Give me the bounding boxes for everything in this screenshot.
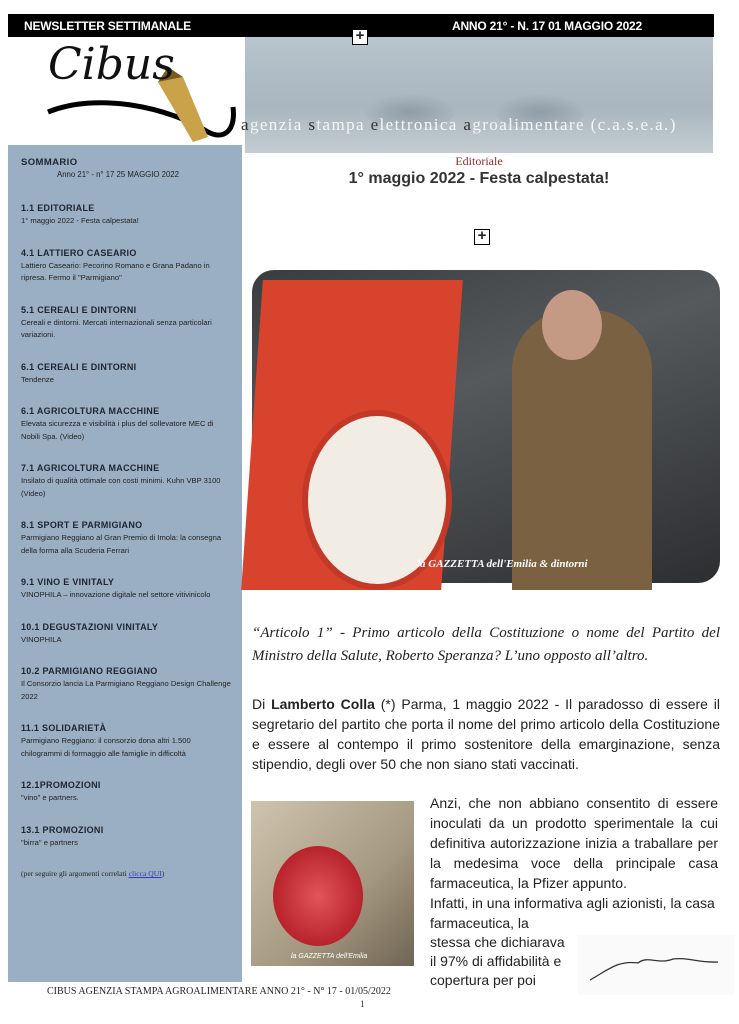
summary-item-heading[interactable]: 5.1 CEREALI E DINTORNI — [21, 304, 137, 315]
article-paragraph: Anzi, che non abbiano consentito di essere inoculati da un prodotto sperimentale la cui definitiva autorizzazione inizia a traballare per la medesima voce della principale casa farmaceutica, la Pfizer appunto. Infatti, in una informativa agli azionisti, la casa — [430, 795, 718, 911]
carnation-photo — [251, 801, 414, 966]
summary-item-text: Il Consorzio lancia La Parmigiano Reggiano Design Challenge 2022 — [21, 679, 231, 701]
summary-title: SOMMARIO — [21, 157, 78, 168]
summary-item-heading[interactable]: 10.2 PARMIGIANO REGGIANO — [21, 666, 158, 676]
summary-item-text: 1° maggio 2022 - Festa calpestata! — [21, 216, 139, 225]
article-subtitle: “Articolo 1” - Primo articolo della Costituzione o nome del Partito del Ministro della Salute, Roberto Speranza? L’uno opposto all’altro. — [252, 625, 720, 664]
summary-item-heading[interactable]: 12.1PROMOZIONI — [21, 780, 101, 790]
author-signature — [578, 935, 734, 995]
summary-item[interactable] — [21, 622, 232, 647]
page-number: 1 — [360, 999, 365, 1009]
summary-sidebar — [8, 145, 242, 982]
summary-item-text: Elevata sicurezza e visibilità i plus del sollevatore MEC di Nobili Spa. (Video) — [21, 419, 214, 441]
summary-item-heading[interactable]: 10.1 DEGUSTAZIONI VINITALY — [21, 621, 159, 632]
summary-item[interactable] — [21, 666, 232, 703]
summary-issue: Anno 21° - n° 17 25 MAGGIO 2022 — [57, 170, 179, 179]
summary-item-heading[interactable]: 8.1 SPORT E PARMIGIANO — [21, 520, 143, 530]
summary-item[interactable] — [21, 780, 232, 805]
tagline: agenzia stampa elettronica agroalimentare (c.a.s.e.a.) — [241, 115, 677, 134]
summary-item-text: Parmigiano Reggiano: il consorzio dona altri 1.500 chilogrammi di formaggio alle famiglie in difficoltà — [21, 736, 191, 758]
summary-item[interactable] — [21, 248, 232, 285]
summary-item[interactable] — [21, 520, 232, 557]
summary-item[interactable] — [21, 577, 232, 602]
summary-item-heading[interactable]: 9.1 VINO E VINITALY — [21, 577, 115, 587]
summary-item-text: "birra" e partners — [21, 837, 78, 847]
summary-item-heading[interactable]: 6.1 CEREALI E DINTORNI — [21, 361, 137, 372]
summary-item[interactable] — [21, 362, 232, 387]
summary-item-text: Insilato di qualità ottimale con costi minimi. Kuhn VBP 3100 (Video) — [21, 476, 221, 498]
article-paragraph-continued: farmaceutica, la stessa che dichiarava il 97% di affidabilità e copertura per poi — [430, 915, 565, 988]
summary-item-text: Parmigiano Reggiano al Gran Premio di Imola: la consegna della forma alla Scuderia Ferrari — [21, 533, 222, 555]
click-here-link[interactable]: clicca QUI — [128, 869, 162, 878]
summary-item[interactable] — [21, 406, 232, 443]
summary-item-heading[interactable]: 6.1 AGRICOLTURA MACCHINE — [21, 406, 160, 416]
summary-item[interactable] — [21, 825, 232, 850]
summary-item-heading[interactable]: 7.1 AGRICOLTURA MACCHINE — [21, 463, 160, 473]
summary-item-text: Cereali e dintorni. Mercati internazionali senza particolari variazioni. — [21, 317, 212, 339]
author-name: Lamberto Colla — [271, 696, 375, 712]
article-paragraph: Di Lamberto Colla (*) Parma, 1 maggio 2022 - Il paradosso di essere il segretario del partito che porta il nome del primo articolo della Costituzione e essere al contempo il primo sostenitore della emarginazione, senza stipendio, degli over 50 che non siano stati vaccinati. — [252, 696, 720, 772]
logo-text: Cibus — [48, 39, 175, 90]
summary-item-text: Tendenze — [21, 374, 54, 384]
photo-watermark: la GAZZETTA dell'Emilia & dintorni — [417, 558, 588, 570]
photo-watermark: la GAZZETTA dell'Emilia — [291, 953, 368, 960]
header-banner — [241, 37, 713, 153]
article-title: 1° maggio 2022 - Festa calpestata! — [348, 170, 610, 187]
related-note: (per seguire gli argomenti correlati clicca QUI) — [21, 869, 165, 878]
summary-item-text: VINOPHILA — [21, 634, 62, 644]
page-footer: CIBUS AGENZIA STAMPA AGROALIMENTARE ANNO 21° - N° 17 - 01/05/2022 — [47, 986, 391, 997]
summary-item-heading[interactable]: 13.1 PROMOZIONI — [21, 824, 104, 835]
article-photo — [252, 270, 720, 583]
summary-item-heading[interactable]: 11.1 SOLIDARIETÀ — [21, 723, 107, 733]
summary-item[interactable] — [21, 305, 232, 342]
expand-icon[interactable]: + — [474, 229, 490, 245]
summary-item[interactable] — [21, 723, 232, 760]
summary-item[interactable] — [21, 463, 232, 500]
cibus-logo — [8, 37, 245, 145]
summary-item-text: "vino" e partners. — [21, 793, 79, 802]
expand-icon[interactable]: + — [352, 29, 368, 45]
summary-item-text: Lattiero Caseario: Pecorino Romano e Grana Padano in ripresa. Fermo il "Parmigiano" — [21, 260, 210, 282]
summary-item[interactable] — [21, 203, 232, 228]
summary-item-text: VINOPHILA – innovazione digitale nel settore vitivinicolo — [21, 590, 211, 599]
summary-item-heading[interactable]: 4.1 LATTIERO CASEARIO — [21, 247, 137, 258]
issue-date: ANNO 21° - N. 17 01 MAGGIO 2022 — [451, 18, 642, 33]
newsletter-label: NEWSLETTER SETTIMANALE — [24, 18, 191, 33]
section-label: Editoriale — [455, 154, 503, 168]
summary-item-heading[interactable]: 1.1 EDITORIALE — [21, 203, 95, 213]
